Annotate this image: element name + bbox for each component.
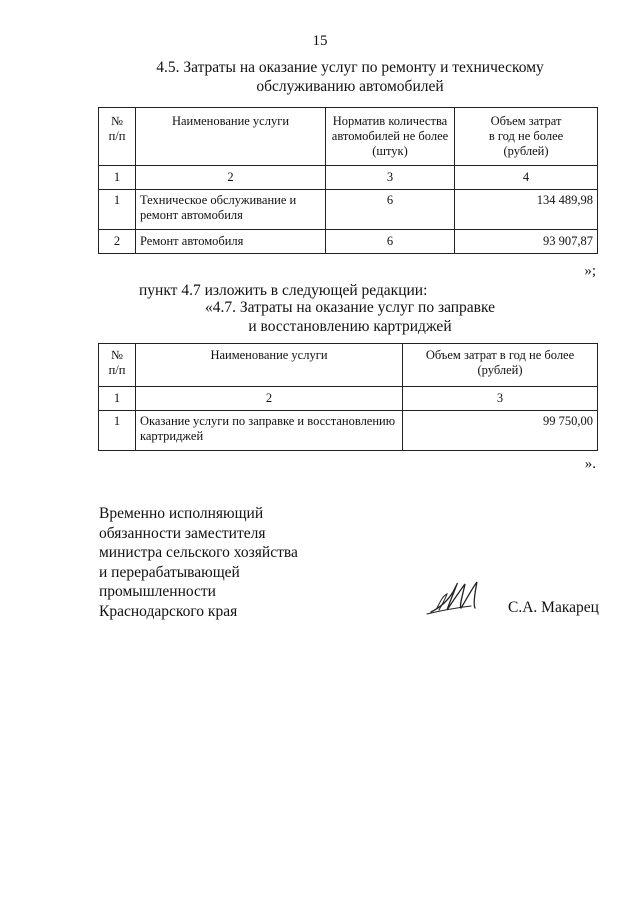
header-num bbox=[99, 108, 136, 166]
row-service-name bbox=[136, 190, 326, 230]
row-service-name-line2: ремонт автомобиля bbox=[140, 208, 243, 222]
row-service-name-line1: Техническое обслуживание и bbox=[140, 193, 297, 207]
row-service-name: Ремонт автомобиля bbox=[136, 230, 326, 254]
header-cost-line2: (рублей) bbox=[477, 363, 523, 377]
index-cell: 1 bbox=[99, 166, 136, 190]
section-4-5-title-line1: 4.5. Затраты на оказание услуг по ремонту и техническому bbox=[156, 59, 544, 76]
header-service-name: Наименование услуги bbox=[136, 344, 403, 387]
row-norm: 6 bbox=[326, 230, 455, 254]
amendment-instruction: пункт 4.7 изложить в следующей редакции: bbox=[139, 282, 428, 299]
header-num-line2: п/п bbox=[108, 363, 126, 377]
header-cost-line1: Объем затрат в год не более bbox=[425, 348, 575, 362]
header-cost-line1: Объем затрат bbox=[490, 114, 562, 128]
signatory-title-line: Краснодарского края bbox=[99, 602, 238, 620]
row-cost: 99 750,00 bbox=[403, 411, 598, 451]
row-cost: 134 489,98 bbox=[455, 190, 598, 230]
header-service-name: Наименование услуги bbox=[136, 108, 326, 166]
row-service-name bbox=[136, 411, 403, 451]
header-cost-line3: (рублей) bbox=[503, 144, 549, 158]
index-cell: 2 bbox=[136, 387, 403, 411]
row-norm: 6 bbox=[326, 190, 455, 230]
table-row bbox=[99, 411, 598, 451]
header-norm-line1: Норматив количества bbox=[332, 114, 448, 128]
row-num: 2 bbox=[99, 230, 136, 254]
section-4-5-closing-quote: »; bbox=[584, 263, 596, 279]
header-num-line1: № bbox=[111, 348, 123, 362]
page-number: 15 bbox=[312, 33, 328, 49]
signatory-title-line: обязанности заместителя bbox=[99, 524, 266, 542]
row-num: 1 bbox=[99, 190, 136, 230]
signer-name: С.А. Макарец bbox=[508, 599, 599, 616]
table-index-row bbox=[99, 166, 598, 190]
row-num: 1 bbox=[99, 411, 136, 451]
header-norm bbox=[326, 108, 455, 166]
section-4-5-title bbox=[30, 58, 640, 96]
index-cell: 2 bbox=[136, 166, 326, 190]
table-header-row bbox=[99, 344, 598, 387]
index-cell: 3 bbox=[326, 166, 455, 190]
row-cost: 93 907,87 bbox=[455, 230, 598, 254]
handwritten-signature bbox=[425, 578, 495, 618]
signatory-title-line: министра сельского хозяйства bbox=[99, 544, 298, 561]
index-cell: 1 bbox=[99, 387, 136, 411]
table-row bbox=[99, 230, 598, 254]
header-norm-line2: автомобилей не более bbox=[331, 129, 449, 143]
row-service-name-line1: Оказание услуги по заправке и восстановлению bbox=[140, 414, 396, 428]
signatory-title-line: и перерабатывающей bbox=[99, 563, 240, 581]
header-cost bbox=[403, 344, 598, 387]
header-cost-line2: в год не более bbox=[488, 129, 564, 143]
header-cost bbox=[455, 108, 598, 166]
table-row bbox=[99, 190, 598, 230]
table-index-row bbox=[99, 387, 598, 411]
index-cell: 3 bbox=[403, 387, 598, 411]
cartridge-cost-table bbox=[98, 343, 598, 451]
header-num-line2: п/п bbox=[108, 129, 126, 143]
header-norm-line3: (штук) bbox=[372, 144, 408, 158]
maintenance-cost-table bbox=[98, 107, 598, 254]
signatory-title bbox=[99, 504, 298, 621]
signatory-title-line: Временно исполняющий bbox=[99, 505, 264, 522]
table-header-row bbox=[99, 108, 598, 166]
section-4-5-title-line2: обслуживанию автомобилей bbox=[256, 78, 444, 95]
section-4-7-title-line1: «4.7. Затраты на оказание услуг по заправке bbox=[204, 299, 496, 316]
section-4-7-title bbox=[30, 298, 640, 336]
index-cell: 4 bbox=[455, 166, 598, 190]
section-4-7-title-line2: и восстановлению картриджей bbox=[248, 318, 452, 335]
header-num-line1: № bbox=[111, 114, 123, 128]
row-service-name-line2: картриджей bbox=[140, 429, 204, 443]
header-num bbox=[99, 344, 136, 387]
section-4-7-closing-quote: ». bbox=[584, 456, 596, 472]
signatory-title-line: промышленности bbox=[99, 583, 216, 600]
